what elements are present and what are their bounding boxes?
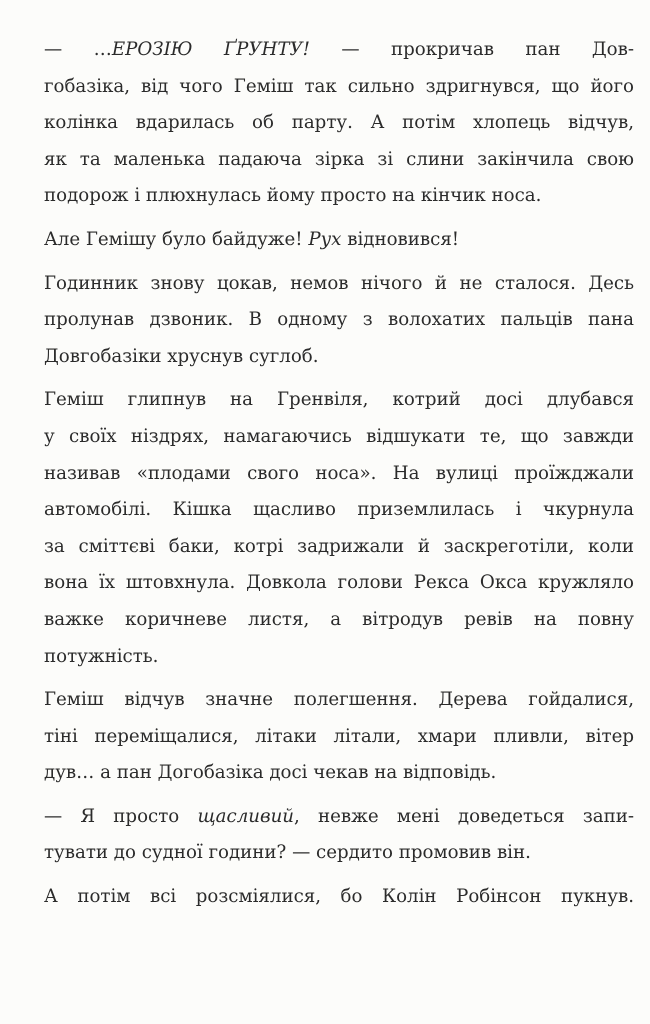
emphasis-text: Рух (308, 228, 342, 250)
text-line: А потім всі розсміялися, бо Колін Робінсон пукнув. (44, 886, 634, 908)
emphasis-text: ЕРОЗІЮ ҐРУНТУ! (111, 39, 310, 60)
text-line: потужність. (44, 645, 159, 667)
text-line: за сміттєві баки, котрі задрижали й заскреготіли, коли (44, 535, 634, 557)
text-line: гобазіка, від чого Геміш так сильно здригнувся, що його (44, 75, 634, 97)
text-line: називав «плодами свого носа». На вулиці проїжджали (44, 462, 634, 484)
text-line: автомобілі. Кішка щасливо приземлилась і чкурнула (44, 499, 634, 521)
paragraph-4 (44, 382, 634, 675)
text-line: — Я просто щасливий, невже мені доведеться запи- (44, 805, 635, 827)
text-line: Годинник знову цокав, немов нічого й не сталося. Десь (44, 272, 634, 294)
text-line: Геміш відчув значне полегшення. Дерева гойдалися, (44, 689, 634, 711)
text-line: Довгобазіки хруснув суглоб. (44, 345, 319, 367)
paragraph-6 (44, 799, 634, 872)
text-line: тіні переміщалися, літаки літали, хмари пливли, вітер (44, 725, 634, 747)
paragraph-1 (44, 32, 634, 215)
text-line: важке коричневе листя, а вітродув ревів на повну (44, 608, 634, 630)
text-line: тувати до судної години? — сердито промовив він. (44, 842, 531, 864)
paragraph-5 (44, 682, 634, 792)
text-line: дув… а пан Догобазіка досі чекав на відповідь. (44, 762, 497, 784)
text-line: пролунав дзвоник. В одному з волохатих пальців пана (44, 309, 634, 331)
text-line: — …ЕРОЗІЮ ҐРУНТУ! — прокричав пан Дов- (44, 39, 634, 60)
text-line: як та маленька падаюча зірка зі слини закінчила свою (44, 148, 634, 170)
paragraph-2 (44, 222, 634, 259)
paragraph-7 (44, 879, 634, 916)
text-line: подорож і плюхнулась йому просто на кінчик носа. (44, 185, 542, 207)
text-line: вона їх штовхнула. Довкола голови Рекса Окса кружляло (44, 572, 634, 594)
text-line: Геміш глипнув на Гренвіля, котрий досі длубався (44, 389, 634, 411)
paragraph-3 (44, 266, 634, 376)
text-line: Але Гемішу було байдуже! Рух відновився! (44, 228, 460, 250)
text-line: колінка вдарилась об парту. А потім хлопець відчув, (44, 112, 634, 134)
text-line: у своїх ніздрях, намагаючись відшукати те, що завжди (44, 425, 634, 447)
emphasis-text: щасливий (197, 805, 294, 827)
